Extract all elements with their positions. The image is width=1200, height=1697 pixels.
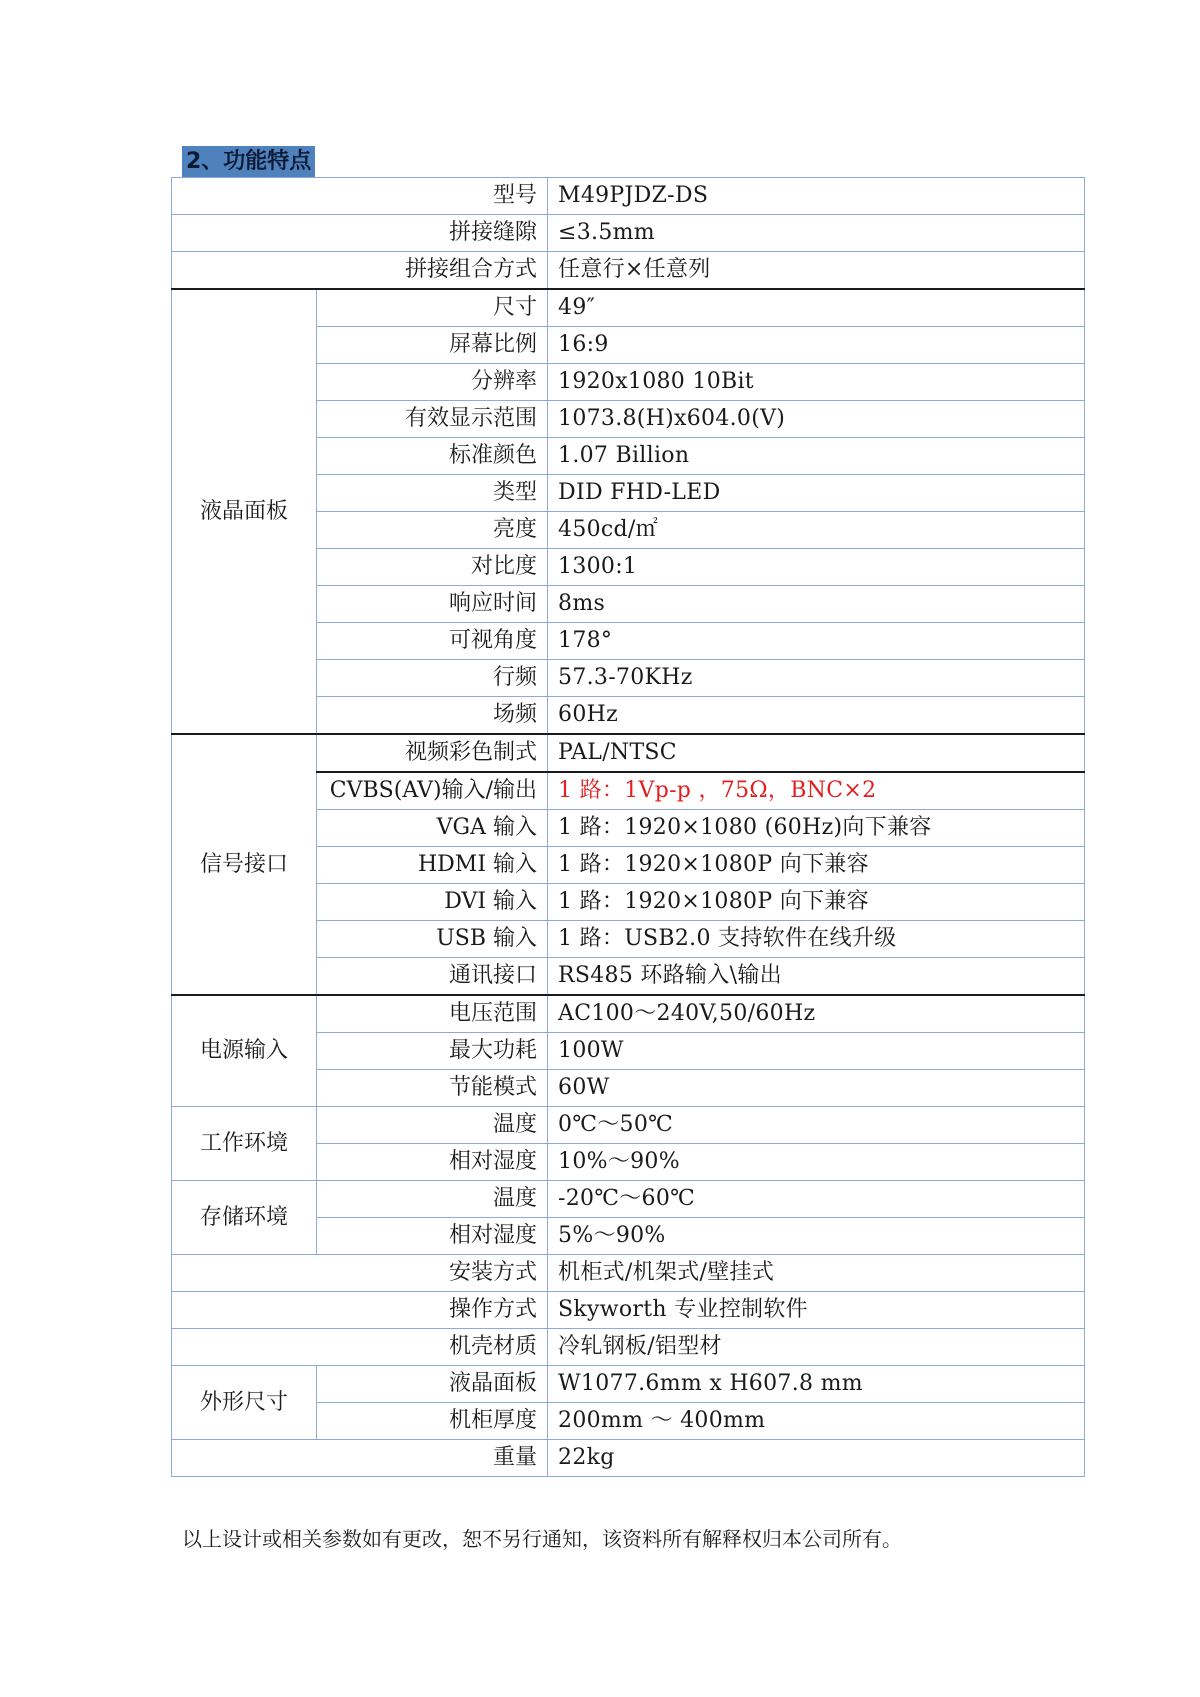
spec-label: 亮度 — [317, 512, 548, 549]
spec-value-highlight: 1 路：1Vp-p ，75Ω，BNC×2 — [548, 772, 1085, 810]
group-work-environment: 工作环境 — [172, 1107, 317, 1181]
spec-label: 拼接组合方式 — [172, 252, 548, 290]
spec-value: 60Hz — [548, 697, 1085, 735]
footnote: 以上设计或相关参数如有更改，恕不另行通知，该资料所有解释权归本公司所有。 — [182, 1527, 902, 1551]
spec-label: 重量 — [172, 1440, 548, 1477]
table-row — [172, 995, 1085, 1033]
spec-label: 温度 — [317, 1107, 548, 1144]
spec-value: ≤3.5mm — [548, 215, 1085, 252]
group-dimensions: 外形尺寸 — [172, 1366, 317, 1440]
group-storage-environment: 存储环境 — [172, 1181, 317, 1255]
spec-label: 通讯接口 — [317, 958, 548, 996]
table-row — [172, 1329, 1085, 1366]
spec-value: DID FHD-LED — [548, 475, 1085, 512]
spec-value: 1 路：1920×1080P 向下兼容 — [548, 884, 1085, 921]
table-row — [172, 1292, 1085, 1329]
spec-label: 场频 — [317, 697, 548, 735]
table-row — [172, 252, 1085, 290]
spec-label: HDMI 输入 — [317, 847, 548, 884]
spec-value: 1.07 Billion — [548, 438, 1085, 475]
spec-label: VGA 输入 — [317, 810, 548, 847]
spec-value: 1 路：USB2.0 支持软件在线升级 — [548, 921, 1085, 958]
spec-label: 安装方式 — [172, 1255, 548, 1292]
spec-value: 178° — [548, 623, 1085, 660]
spec-label: USB 输入 — [317, 921, 548, 958]
table-row — [172, 1440, 1085, 1477]
spec-value: 10%～90% — [548, 1144, 1085, 1181]
spec-value: 0℃～50℃ — [548, 1107, 1085, 1144]
table-row — [172, 1366, 1085, 1403]
spec-value: 机柜式/机架式/壁挂式 — [548, 1255, 1085, 1292]
spec-value: 57.3-70KHz — [548, 660, 1085, 697]
spec-label: 标准颜色 — [317, 438, 548, 475]
section-heading: 2、功能特点 — [182, 146, 315, 177]
spec-value: M49PJDZ-DS — [548, 178, 1085, 215]
spec-label: 视频彩色制式 — [317, 734, 548, 772]
spec-value: 1300:1 — [548, 549, 1085, 586]
spec-value: Skyworth 专业控制软件 — [548, 1292, 1085, 1329]
spec-value: 100W — [548, 1033, 1085, 1070]
spec-value: 49″ — [548, 289, 1085, 327]
spec-value: 8ms — [548, 586, 1085, 623]
group-power-input: 电源输入 — [172, 995, 317, 1107]
spec-value: 200mm ～ 400mm — [548, 1403, 1085, 1440]
spec-value: 任意行×任意列 — [548, 252, 1085, 290]
spec-value: RS485 环路输入\输出 — [548, 958, 1085, 996]
spec-label: 温度 — [317, 1181, 548, 1218]
spec-label: 对比度 — [317, 549, 548, 586]
spec-value: 22kg — [548, 1440, 1085, 1477]
spec-label: CVBS(AV)输入/输出 — [317, 772, 548, 810]
spec-value: 1 路：1920×1080 (60Hz)向下兼容 — [548, 810, 1085, 847]
table-row — [172, 289, 1085, 327]
group-signal-interface: 信号接口 — [172, 734, 317, 995]
spec-value: 1920x1080 10Bit — [548, 364, 1085, 401]
table-row — [172, 1255, 1085, 1292]
spec-label: 尺寸 — [317, 289, 548, 327]
spec-label: 响应时间 — [317, 586, 548, 623]
spec-label: 电压范围 — [317, 995, 548, 1033]
spec-value: 冷轧钢板/铝型材 — [548, 1329, 1085, 1366]
spec-label: 拼接缝隙 — [172, 215, 548, 252]
spec-label: 机柜厚度 — [317, 1403, 548, 1440]
spec-value: PAL/NTSC — [548, 734, 1085, 772]
spec-label: 屏幕比例 — [317, 327, 548, 364]
group-lcd-panel: 液晶面板 — [172, 289, 317, 734]
table-row — [172, 734, 1085, 772]
spec-label: 相对湿度 — [317, 1144, 548, 1181]
spec-value: 16:9 — [548, 327, 1085, 364]
spec-label: 行频 — [317, 660, 548, 697]
spec-table — [171, 177, 1085, 1477]
table-row — [172, 215, 1085, 252]
spec-label: 型号 — [172, 178, 548, 215]
spec-label: 相对湿度 — [317, 1218, 548, 1255]
table-row — [172, 1107, 1085, 1144]
spec-label: 机壳材质 — [172, 1329, 548, 1366]
spec-label: 液晶面板 — [317, 1366, 548, 1403]
spec-value: AC100～240V,50/60Hz — [548, 995, 1085, 1033]
spec-value: 60W — [548, 1070, 1085, 1107]
spec-label: 分辨率 — [317, 364, 548, 401]
spec-label: DVI 输入 — [317, 884, 548, 921]
table-row — [172, 1181, 1085, 1218]
spec-value: 1 路：1920×1080P 向下兼容 — [548, 847, 1085, 884]
spec-label: 最大功耗 — [317, 1033, 548, 1070]
table-row — [172, 178, 1085, 215]
spec-label: 可视角度 — [317, 623, 548, 660]
spec-value: 450cd/㎡ — [548, 512, 1085, 549]
spec-value: 5%～90% — [548, 1218, 1085, 1255]
spec-label: 操作方式 — [172, 1292, 548, 1329]
spec-value: -20℃～60℃ — [548, 1181, 1085, 1218]
spec-label: 有效显示范围 — [317, 401, 548, 438]
spec-value: W1077.6mm x H607.8 mm — [548, 1366, 1085, 1403]
spec-value: 1073.8(H)x604.0(V) — [548, 401, 1085, 438]
spec-label: 节能模式 — [317, 1070, 548, 1107]
spec-label: 类型 — [317, 475, 548, 512]
